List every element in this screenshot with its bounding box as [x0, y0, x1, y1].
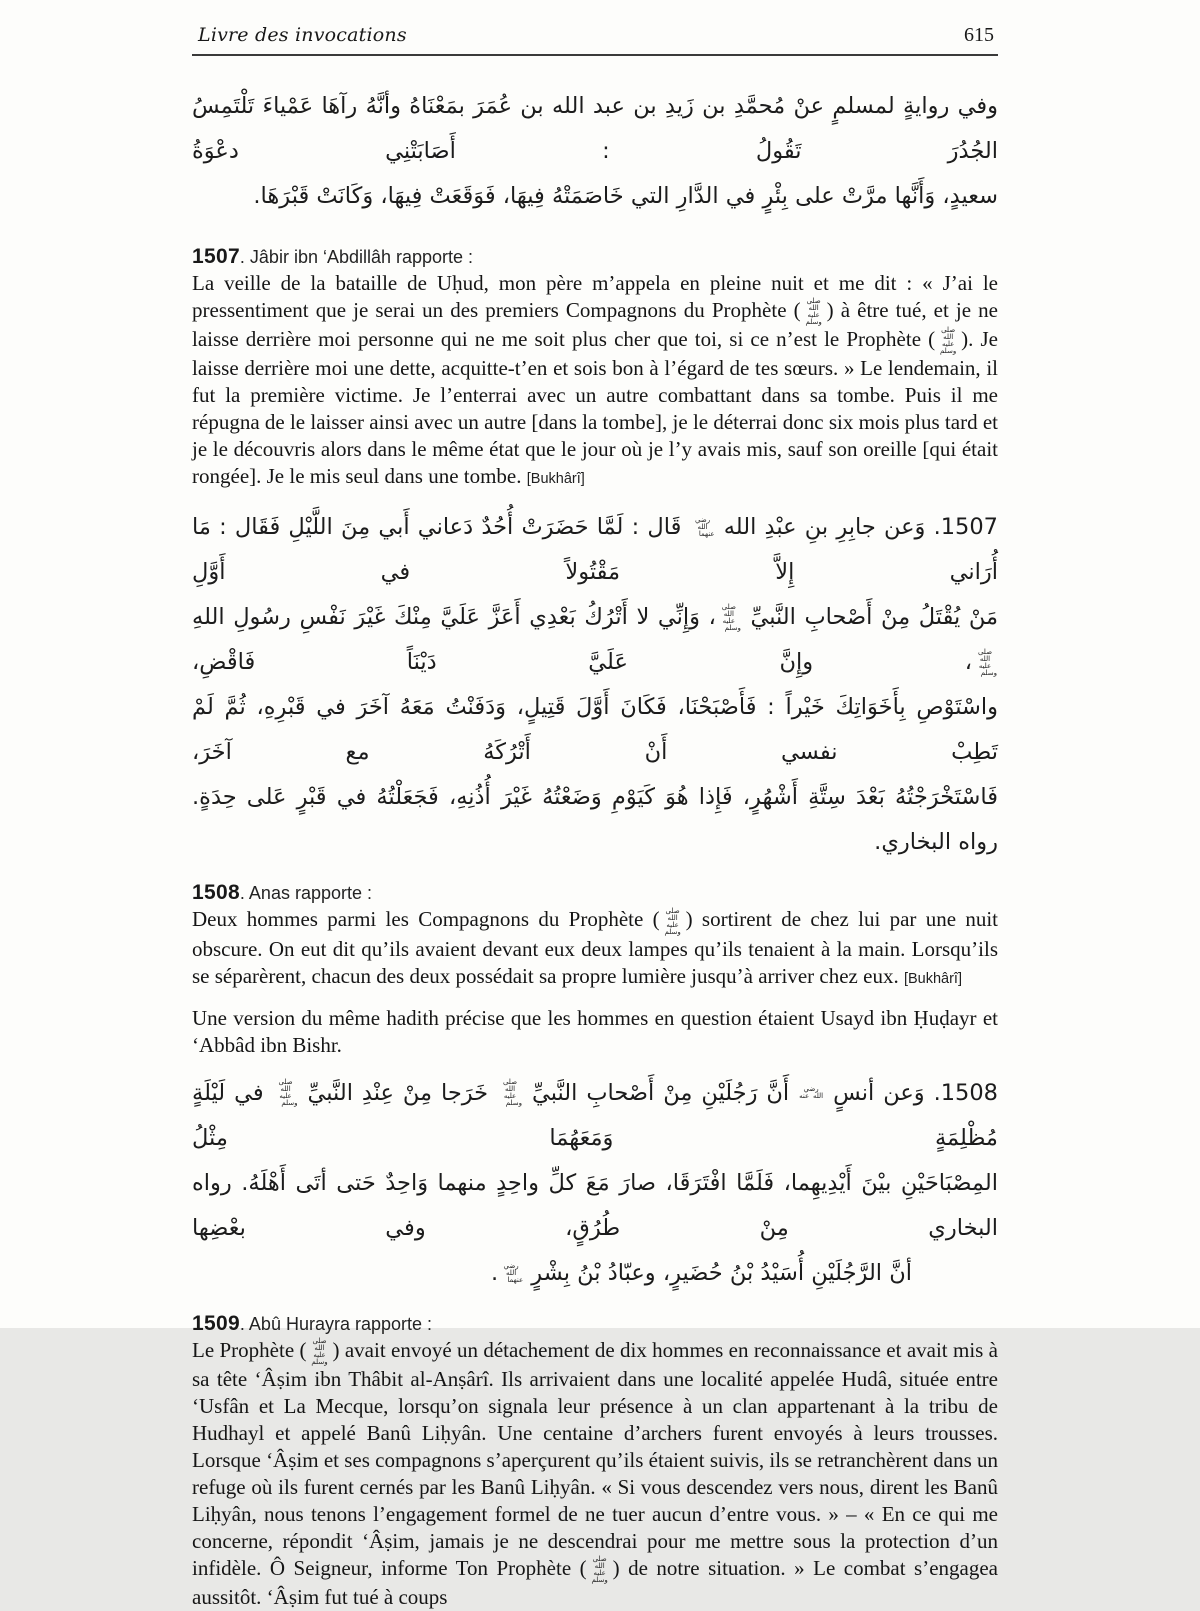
- arabic-line: 1507. وَعن جابِرِ بنِ عبْدِ الله رضي الله عنهما قَال : لَمَّا حَضَرَتْ أُحُدٌ دَعاني أَبي مِنَ اللَّيْلِ فَقَال : مَا أُرَاني إِلاَّ مَقْتُولاً في أَوَّلِ: [192, 514, 998, 586]
- page-content: [192, 0, 998, 1611]
- arabic-line: أنَّ الرَّجُلَيْنِ أُسَيْدُ بْنُ حُضَيرٍ، وعبّادُ بْنُ بِشْرٍ رضي الله عنهما.: [490, 1259, 912, 1286]
- source-tag: [Bukhârî]: [903, 970, 962, 987]
- hadith-narrator: . Abû Hurayra rapporte :: [239, 1313, 433, 1334]
- hadith-number: 1507: [192, 245, 240, 268]
- hadith-arabic-block: [192, 1071, 998, 1296]
- arabic-line: المِصْبَاحَيْنِ بيْنَ أَيْدِيهِما، فَلَمَّا افْتَرَقَا، صارَ مَعَ كلِّ واحِدٍ منهما وَاحِدٌ حَتى أتَى أَهْلَهُ. رواه البخاري مِنْ طُرُقٍ، وفي بعْضِها: [192, 1169, 998, 1241]
- honorific-glyph: رضي الله عنهما: [694, 516, 715, 539]
- honorific-glyph: صلى الله عليه وسلم: [591, 1554, 608, 1584]
- hadith-french-text: [192, 270, 998, 493]
- french-text: Deux hommes parmi les Compagnons du Prophète ( صلى الله عليه وسلم) sortirent de chez lui par une nuit obscure. On eut dit qu’ils avaient devant eux deux lampes qu’ils tenaient à la main. Lorsqu’ils se séparèrent, chacun des deux possédait sa propre lumière jusqu’à arriver chez eux.: [192, 906, 999, 988]
- arabic-line: فَاسْتَخْرَجْتُهُ بَعْدَ سِتَّةِ أَشْهُرٍ، فَإِذا هُوَ كَيَوْمِ وَضَعْتُهُ غَيْرَ أُذُنِهِ، فَجَعَلْتُهُ في قَبْرٍ عَلى حِدَةٍ. رواه البخاري.: [192, 784, 998, 856]
- hadith-note: Une version du même hadith précise que les hommes en question étaient Usayd ibn Ḥuḍayr et ‘Abbâd ibn Bishr.: [192, 1005, 998, 1057]
- hadith-1508: [192, 879, 998, 1295]
- honorific-glyph: صلى الله عليه وسلم: [940, 326, 957, 356]
- running-title: Livre des invocations: [198, 24, 407, 46]
- honorific-glyph: رضي الله عنه: [799, 1085, 824, 1101]
- honorific-glyph: صلى الله عليه وسلم: [721, 602, 741, 632]
- arabic-line: وفي روايةٍ لمسلمٍ عنْ مُحمَّدِ بن زَيدِ بن عبد الله بن عُمَرَ بمَعْنَاهُ وأنَّهُ رآهَا عَمْياءَ تَلْتَمِسُ الجُدُرَ تَقُولُ : أَصَابَتْنِي دعْوَةُ: [192, 93, 998, 164]
- honorific-glyph: صلى الله عليه وسلم: [664, 906, 681, 936]
- arabic-line: سعيدٍ، وَأَنَّها مرَّتْ على بِئْرٍ في الدَّارِ التي خَاصَمَتْهُ فِيهَا، فَوَقَعَتْ فِيهَا، وَكَانَتْ قَبْرَهَا.: [253, 183, 998, 209]
- hadith-narrator: . Jâbir ibn ‘Abdillâh rapporte :: [239, 247, 474, 267]
- honorific-glyph: صلى الله عليه وسلم: [311, 1336, 328, 1366]
- hadith-french-text: [192, 1337, 998, 1611]
- arabic-line: 1508. وَعن أنسٍ رضي الله عنه أَنَّ رَجُلَيْنِ مِنْ أَصْحابِ النَّبيِّ صلى الله عليه وسلم خَرَجا مِنْ عِنْدِ النَّبيِّ صلى الله عليه وسلم في لَيْلَةٍ مُظْلِمَةٍ وَمَعَهُمَا مِثْلُ: [192, 1078, 998, 1151]
- hadith-narrator: . Anas rapporte :: [239, 883, 373, 904]
- honorific-glyph: رضي الله عنهما: [503, 1261, 524, 1284]
- hadith-1507: [192, 243, 998, 865]
- hadith-arabic-block: [192, 505, 998, 865]
- honorific-glyph: صلى الله عليه وسلم: [502, 1078, 523, 1108]
- hadith-heading: [192, 243, 998, 270]
- hadith-heading: [192, 879, 998, 906]
- hadith-number: 1508: [192, 881, 240, 905]
- french-text: La veille de la bataille de Uḥud, mon père m’appela en pleine nuit et me dit : « J’ai le pressentiment que je serai un des premiers Compagnons du Prophète ( صلى الله عليه وسلم) à être tué, et je ne laisse derrière moi personne qui ne me soit plus cher que toi, si ce n’est le Prophète ( صلى الله عليه وسلم). Je laisse derrière moi une dette, acquitte-t’en et sois bon à l’égard de tes sœurs. » Le lendemain, il fut la première victime. Je l’enterrai avec un autre combattant dans sa tombe. Puis il me répugna de le laisser ainsi avec un autre [dans la tombe], je le déterrai donc six mois plus tard et je le découvris alors dans le même état que le jour où je l’y avais mis, sauf son oreille [qui était rongée]. Je le mis seul dans une tombe.: [192, 271, 998, 489]
- hadith-1509: [192, 1310, 998, 1611]
- honorific-glyph: صلى الله عليه وسلم: [805, 297, 822, 327]
- hadith-number: 1509: [192, 1311, 240, 1335]
- honorific-glyph: صلى الله عليه وسلم: [278, 1078, 298, 1108]
- source-tag: [Bukhârî]: [526, 471, 585, 488]
- honorific-glyph: صلى الله عليه وسلم: [977, 647, 997, 677]
- arabic-line: واسْتَوْصِ بِأَخَوَاتِكَ خَيْراً : فَأَصْبَحْنَا، فَكَانَ أَوَّلَ قَتِيلٍ، وَدَفَنْتُ مَعَهُ آخَرَ في قَبْرِهِ، ثُمَّ لَمْ تَطِبْ نفسي أَنْ أَتْرُكَهُ مع آخَرَ،: [192, 694, 998, 766]
- hadith-heading: [192, 1310, 998, 1337]
- hadith-french-text: [192, 906, 998, 992]
- french-text: Le Prophète ( صلى الله عليه وسلم) avait envoyé un détachement de dix hommes en reconnaissance et avait mis à sa tête ‘Âṣim ibn Thâbit al-Anṣârî. Ils arrivaient dans une localité appelée Hudâ, située entre ‘Usfân et La Mecque, lorsqu’on signala leur présence à un clan appartenant à la tribu de Hudhayl et appelé Banû Liḥyân. Une centaine d’archers furent envoyés à leurs trousses. Lorsque ‘Âṣim et ses compagnons s’aperçurent qu’ils étaient suivis, ils se retranchèrent dans un refuge où ils furent cernés par les Banû Liḥyân. « Si vous descendez vers nous, dirent les Banû Liḥyân, nous tenons l’engagement formel de ne tuer aucun d’entre vous. » – « En ce qui me concerne, répondit ‘Âṣim, jamais je ne descendrai pour me mettre sous la protection d’un infidèle. Ô Seigneur, informe Ton Prophète ( صلى الله عليه وسلم) de notre situation. » Le combat s’engagea aussitôt. ‘Âṣim fut tué à coups: [192, 1336, 998, 1609]
- page-number: 615: [964, 24, 994, 46]
- arabic-line: مَنْ يُقْتَلُ مِنْ أَصْحابِ النَّبيِّ صلى الله عليه وسلم، وَإِنِّي لا أَتْرُكُ بَعْدِي أَعَزَّ عَلَيَّ مِنْكَ غَيْرَ نَفْسِ رسُولِ اللهِ صلى الله عليه وسلم، وإِنَّ عَلَيَّ دَيْنَاً فَاقْضِ،: [192, 602, 998, 677]
- running-header: [192, 24, 998, 56]
- arabic-intro-block: [192, 84, 998, 219]
